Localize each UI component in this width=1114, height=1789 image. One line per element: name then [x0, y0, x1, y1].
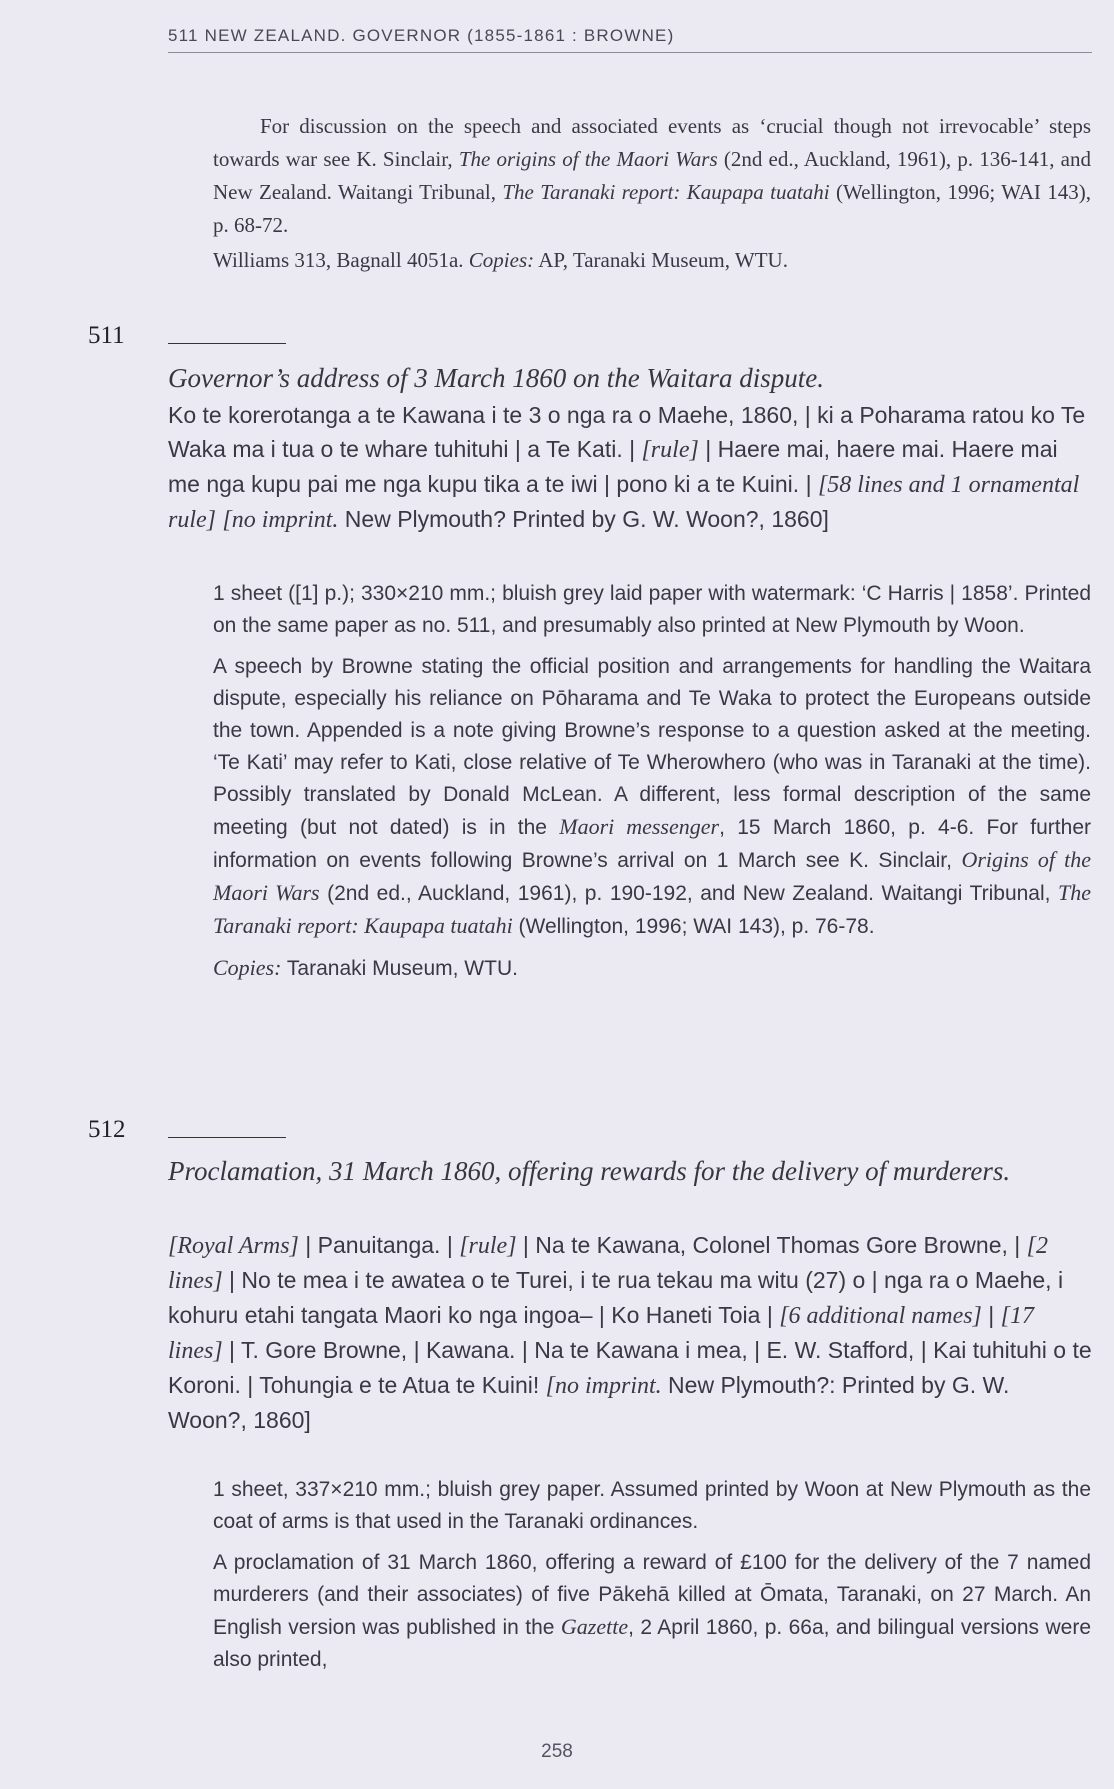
italic-run: [rule] [641, 437, 699, 463]
entry-transcript-511 [168, 398, 1092, 537]
italic-run: Copies: [213, 955, 282, 980]
italic-run: [Royal Arms] [168, 1233, 299, 1259]
italic-run: [no imprint. [545, 1373, 662, 1399]
text-run: AP, Taranaki Museum, WTU. [534, 248, 788, 272]
text-run: Williams 313, Bagnall 4051a. [213, 248, 469, 272]
italic-run: Origins of the Maori Wars [213, 847, 1091, 905]
italic-run: [58 lines and 1 ornamental rule] [168, 472, 1080, 533]
physical-description [213, 578, 1091, 642]
copies-line [213, 952, 1091, 985]
text-run: | [981, 1302, 1001, 1328]
entry-number-511: 511 [88, 322, 125, 349]
text-run: (Wellington, 1996; WAI 143), p. 76-78. [512, 915, 875, 938]
italic-run: [17 lines] [168, 1303, 1035, 1364]
entry-rule [168, 1137, 286, 1138]
text-run: A proclamation of 31 March 1860, offering a reward of £100 for the delivery of the 7 named murderers (and their associates) of five Pākehā killed at Ōmata, Taranaki, on 27 March. An English version was published in the [213, 1551, 1091, 1639]
text-run: , 15 March 1860, p. 4-6. For further information on events following Browne’s arrival on 1 March see K. Sinclair, [213, 816, 1091, 872]
text-run: (2nd ed., Auckland, 1961), p. 136-141, and New Zealand. Waitangi Tribunal, [213, 147, 1091, 204]
page-number: 258 [541, 1741, 573, 1762]
entry-title-512: Proclamation, 31 March 1860, offering rewards for the delivery of murderers. [168, 1156, 1011, 1186]
entry-number-512: 512 [88, 1116, 126, 1143]
text-run: New Plymouth? Printed by G. W. Woon?, 1860] [338, 506, 829, 532]
italic-run: The origins of the Maori Wars [458, 147, 718, 171]
italic-run: Maori messenger [559, 814, 720, 839]
physical-description [213, 1474, 1091, 1538]
text-run: 1 sheet ([1] p.); 330×210 mm.; bluish grey laid paper with watermark: ‘C Harris | 1858’. Printed on the same paper as no. 511, and presumably also printed at New Plymouth by Woon. [213, 582, 1091, 637]
previous-entry-continuation [213, 110, 1091, 277]
intro-references [213, 244, 1091, 277]
entry-title-511: Governor’s address of 3 March 1860 on the Waitara dispute. [168, 363, 824, 393]
intro-paragraph [213, 110, 1091, 242]
text-run: | No te mea i te awatea o te Turei, i te rua tekau ma witu (27) o | nga ra o Maehe, i kohuru etahi tangata Maori ko nga ingoa– | Ko Haneti Toia | [168, 1267, 1064, 1328]
italic-run: Gazette [560, 1614, 629, 1639]
text-run: (2nd ed., Auckland, 1961), p. 190-192, and New Zealand. Waitangi Tribunal, [319, 882, 1058, 905]
entry-notes-511 [213, 578, 1091, 994]
text-run: | Na te Kawana, Colonel Thomas Gore Browne, | [516, 1232, 1027, 1258]
text-run: | Haere mai, haere mai. Haere mai me nga kupu pai me nga kupu tika a te iwi | pono ki a te Kuini. | [168, 436, 1058, 497]
italic-run: [no imprint. [222, 507, 339, 533]
text-run: New Plymouth?: Printed by G. W. Woon?, 1860] [168, 1372, 1010, 1433]
italic-run: The Taranaki report: Kaupapa tuatahi [502, 180, 830, 204]
entry-transcript-512 [168, 1228, 1092, 1437]
text-run: Taranaki Museum, WTU. [281, 957, 518, 980]
text-run: 1 sheet, 337×210 mm.; bluish grey paper. Assumed printed by Woon at New Plymouth as the coat of arms is that used in the Taranaki ordinances. [213, 1478, 1091, 1533]
text-run: A speech by Browne stating the official position and arrangements for handling the Waitara dispute, especially his reliance on Pōharama and Te Waka to protect the Europeans outside the town. Appended is a note giving Browne’s response to a question asked at the meeting. ‘Te Kati’ may refer to Kati, close relative of Te Wherowhero (who was in Taranaki at the time). Possibly translated by Donald McLean. A different, less formal description of the same meeting (but not dated) is in the [213, 655, 1091, 839]
text-run: For discussion on the speech and associated events as ‘crucial though not irrevocable’ steps towards war see K. Sinclair, [213, 114, 1091, 171]
italic-run: [rule] [459, 1233, 517, 1259]
text-run: | Panuitanga. | [298, 1232, 460, 1258]
running-head: 511 NEW ZEALAND. GOVERNOR (1855-1861 : BROWNE) [168, 26, 1092, 53]
text-run: , 2 April 1860, p. 66a, and bilingual versions were also printed, [213, 1616, 1091, 1671]
entry-rule [168, 343, 286, 344]
annotation [213, 651, 1091, 943]
entry-notes-512 [213, 1474, 1091, 1685]
italic-run: The Taranaki report: Kaupapa tuatahi [213, 880, 1091, 938]
annotation [213, 1547, 1091, 1676]
text-run: | T. Gore Browne, | Kawana. | Na te Kawana i mea, | E. W. Stafford, | Kai tuhituhi o te Koroni. | Tohungia e te Atua te Kuini! [168, 1337, 1092, 1398]
italic-run: Copies: [468, 248, 535, 272]
italic-run: [2 lines] [168, 1233, 1048, 1294]
text-run: Ko te korerotanga a te Kawana i te 3 o nga ra o Maehe, 1860, | ki a Poharama ratou ko Te Waka ma i tua o te whare tuhituhi | a Te Kati. | [168, 402, 1086, 462]
text-run: (Wellington, 1996; WAI 143), p. 68-72. [213, 180, 1091, 237]
italic-run: [6 additional names] [779, 1303, 982, 1329]
